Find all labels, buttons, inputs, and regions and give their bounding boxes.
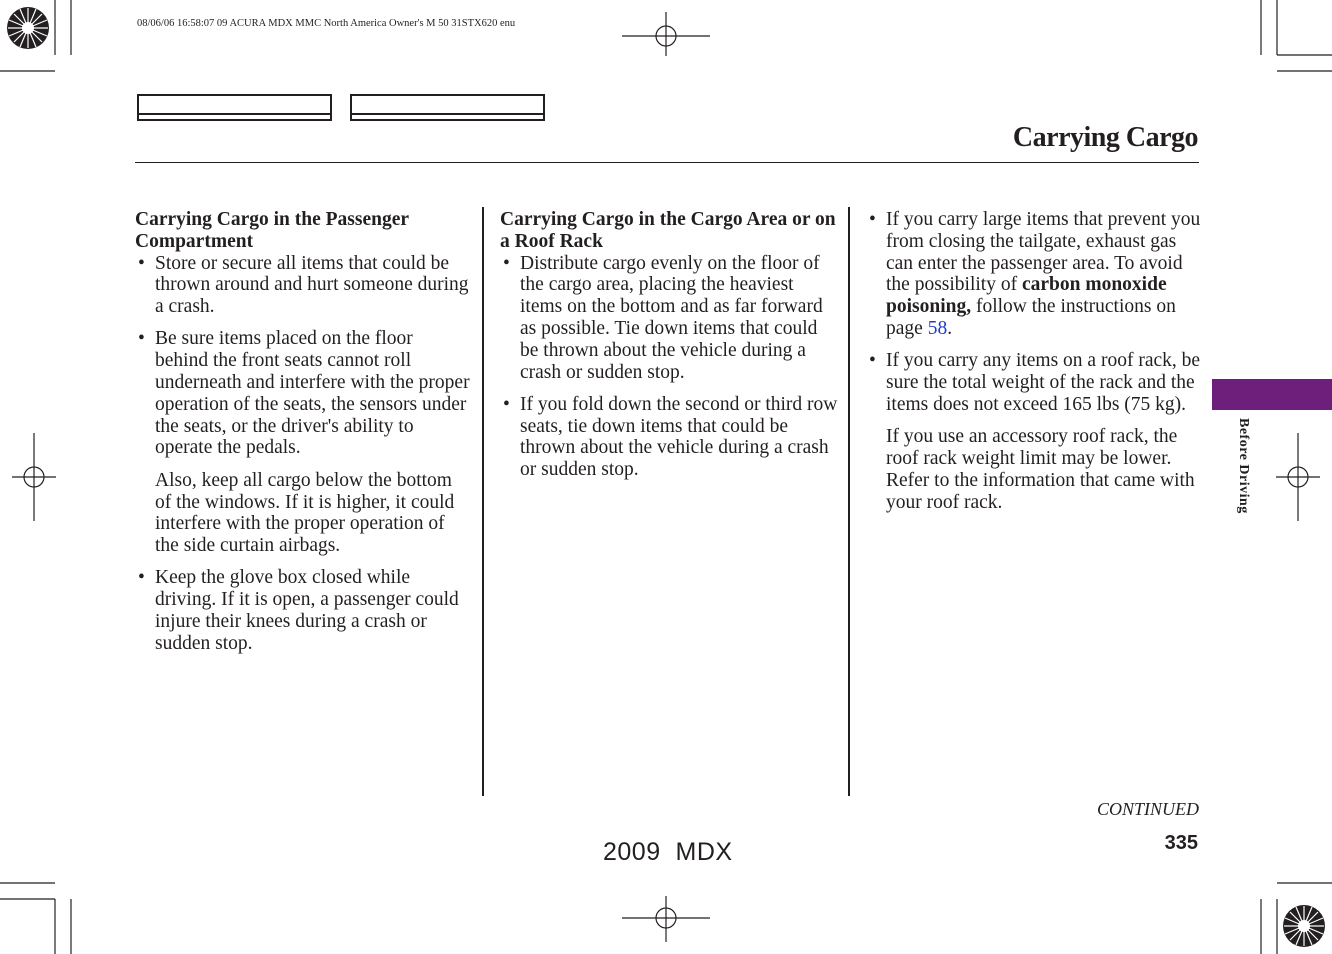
list-item: • Keep the glove box closed while driving. If it is open, a passenger could injure their knees during a crash or sudden stop. (138, 567, 459, 654)
nav-box-1[interactable] (137, 94, 332, 121)
registration-mark-left (12, 433, 56, 521)
column-left (135, 209, 470, 665)
section-heading-passenger: Carrying Cargo in the Passenger Compartment (135, 209, 409, 252)
warning-term: carbon monoxide poisoning, (886, 274, 1167, 318)
bullet: • (869, 209, 876, 230)
registration-mark-top (622, 12, 710, 56)
registration-mark-bottom (622, 896, 710, 942)
column-middle (500, 209, 838, 492)
bullet: • (503, 252, 510, 274)
title-rule (135, 162, 1199, 163)
list-item: • Distribute cargo evenly on the floor of the cargo area, placing the heaviest items on the bottom and as far forward as possible. Tie down items that could be thrown about the vehicle during a crash or sudden stop. (503, 252, 823, 383)
section-tab[interactable] (1212, 379, 1332, 410)
column-divider-2 (848, 207, 850, 796)
note-paragraph: Also, keep all cargo below the bottom of the windows. If it is higher, it could interfere with the proper operation of the side curtain airbags. (155, 469, 455, 557)
bullet: • (503, 393, 510, 415)
list-item: • If you carry large items that prevent you from closing the tailgate, exhaust gas can enter the passenger area. To avoid the possibility of carbon monoxide poisoning, follow the instructions on page 58. (869, 209, 1201, 339)
column-right (866, 209, 1201, 524)
nav-box-2[interactable] (350, 94, 545, 121)
section-heading-cargo-area: Carrying Cargo in the Cargo Area or on a Roof Rack (500, 209, 836, 252)
page-title: Carrying Cargo (1012, 122, 1198, 153)
section-tab-label: Before Driving (1236, 418, 1251, 514)
bullet: • (138, 328, 145, 350)
starburst-mark-top-left (7, 7, 49, 49)
registration-mark-right (1276, 433, 1320, 521)
list-item: • If you carry any items on a roof rack, be sure the total weight of the rack and the items does not exceed 165 lbs (75 kg). (869, 350, 1201, 415)
bullet: • (138, 567, 145, 589)
note-paragraph: If you use an accessory roof rack, the roof rack weight limit may be lower. Refer to the information that came with your roof rack. (886, 426, 1195, 513)
list-item: • If you fold down the second or third row seats, tie down items that could be thrown about the vehicle during a crash or sudden stop. (503, 393, 838, 481)
continued-label: CONTINUED (1096, 799, 1199, 819)
page-link-58[interactable]: 58 (927, 317, 948, 339)
footer-model: 2009 MDX (603, 838, 733, 866)
list-item: • Be sure items placed on the floor behind the front seats cannot roll underneath and interfere with the proper operation of the seats, the sensors under the seats, or the driver's ability to operate the pedals. (138, 328, 470, 459)
page-number: 335 (1164, 832, 1198, 854)
starburst-mark-bottom-right (1283, 905, 1325, 947)
bullet: • (869, 350, 876, 372)
print-stamp: 08/06/06 16:58:07 09 ACURA MDX MMC North America Owner's M 50 31STX620 enu (137, 18, 516, 29)
list-item: • Store or secure all items that could be thrown around and hurt someone during a crash. (138, 252, 469, 318)
bullet: • (138, 252, 145, 274)
column-divider-1 (482, 207, 484, 796)
